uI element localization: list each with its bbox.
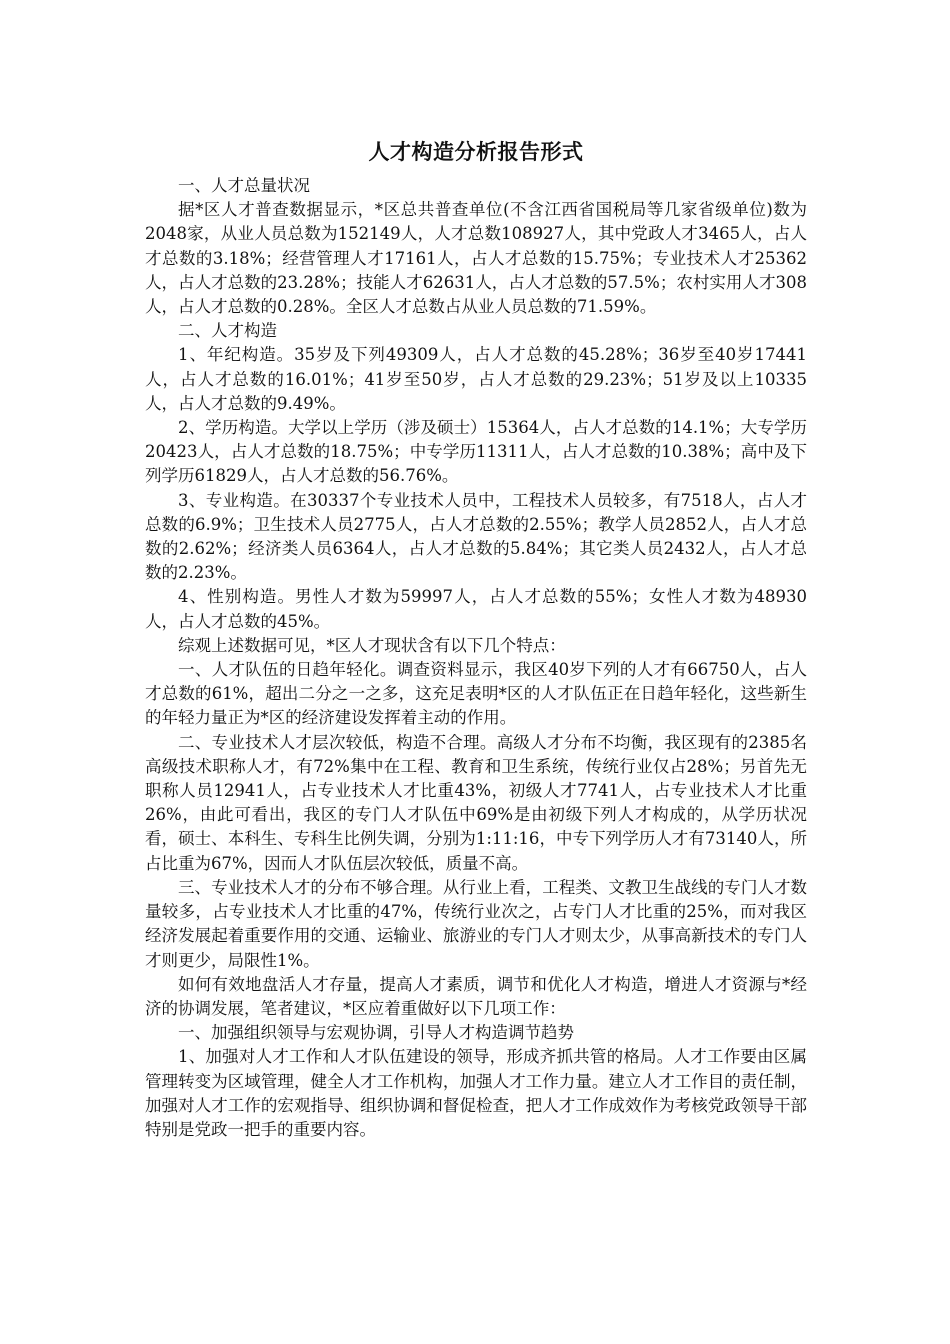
paragraph-feature-distribution: 三、专业技术人才的分布不够合理。从行业上看，工程类、文教卫生战线的专门人才数量较多，占专业技术人才比重的47%，传统行业次之，占专门人才比重的25%，而对我区经济发展起着重要作用的交通、运输业、旅游业的专门人才则太少，从事高新技术的专门人才则更少，局限性1%。 <box>145 877 807 970</box>
paragraph-talent-total: 据*区人才普查数据显示，*区总共普查单位(不含江西省国税局等几家省级单位)数为2048家，从业人员总数为152149人，人才总数108927人，其中党政人才3465人，占人才总数的3.18%；经营管理人才17161人，占人才总数的15.75%；专业技术人才25362人，占人才总数的23.28%；技能人才62631人，占人才总数的57.5%；农村实用人才308人，占人才总数的0.28%。全区人才总数占从业人员总数的71.59%。 <box>145 200 807 317</box>
paragraph-education-structure: 2、学历构造。大学以上学历（涉及硕士）15364人，占人才总数的14.1%；大专学历20423人，占人才总数的18.75%；中专学历11311人，占人才总数的10.38%；高中及下列学历61829人，占人才总数的56.76%。 <box>145 418 807 486</box>
paragraph-specialty-structure: 3、专业构造。在30337个专业技术人员中，工程技术人员较多，有7518人，占人才总数的6.9%；卫生技术人员2775人，占人才总数的2.55%；教学人员2852人，占人才总数的2.62%；经济类人员6364人，占人才总数的5.84%；其它类人员2432人，占人才总数的2.23%。 <box>145 490 807 583</box>
paragraph-gender-structure: 4、性别构造。男性人才数为59997人，占人才总数的55%；女性人才数为48930人，占人才总数的45%。 <box>145 587 807 631</box>
document-page <box>145 132 807 1142</box>
document-title: 人才构造分析报告形式 <box>368 140 584 164</box>
paragraph-suggestions-intro: 如何有效地盘活人才存量，提高人才素质，调节和优化人才构造，增进人才资源与*经济的协调发展，笔者建议，*区应着重做好以下几项工作： <box>145 974 807 1018</box>
paragraph-feature-low-level: 二、专业技术人才层次较低，构造不合理。高级人才分布不均衡，我区现有的2385名高级技术职称人才，有72%集中在工程、教育和卫生系统，传统行业仅占28%；另首先无职称人员12941人，占专业技术人才比重43%，初级人才7741人，占专业技术人才比重26%，由此可看出，我区的专门人才队伍中69%是由初级下列人才构成的，从学历状况看，硕士、本科生、专科生比例失调，分别为1:11:16，中专下列学历人才有73140人，所占比重为67%，因而人才队伍层次较低，质量不高。 <box>145 732 807 873</box>
paragraph-age-structure: 1、年纪构造。35岁及下列49309人，占人才总数的45.28%；36岁至40岁17441人，占人才总数的16.01%；41岁至50岁，占人才总数的29.23%；51岁及以上10335人，占人才总数的9.49%。 <box>145 345 807 413</box>
section-heading-leadership: 一、加强组织领导与宏观协调，引导人才构造调节趋势 <box>178 1023 574 1043</box>
paragraph-summary-intro: 综观上述数据可见，*区人才现状含有以下几个特点： <box>178 635 566 655</box>
paragraph-feature-younger: 一、人才队伍的日趋年轻化。调查资料显示，我区40岁下列的人才有66750人，占人才总数的61%，超出二分之一之多，这充足表明*区的人才队伍正在日趋年轻化，这些新生的年轻力量正为*区的经济建设发挥着主动的作用。 <box>145 660 807 728</box>
paragraph-leadership-1: 1、加强对人才工作和人才队伍建设的领导，形成齐抓共管的格局。人才工作要由区属管理转变为区域管理，健全人才工作机构，加强人才工作力量。建立人才工作目的责任制，加强对人才工作的宏观指导、组织协调和督促检查，把人才工作成效作为考核党政领导干部特别是党政一把手的重要内容。 <box>145 1047 807 1139</box>
section-heading-talent-structure: 二、人才构造 <box>178 321 277 341</box>
section-heading-talent-total: 一、人才总量状况 <box>178 176 310 195</box>
